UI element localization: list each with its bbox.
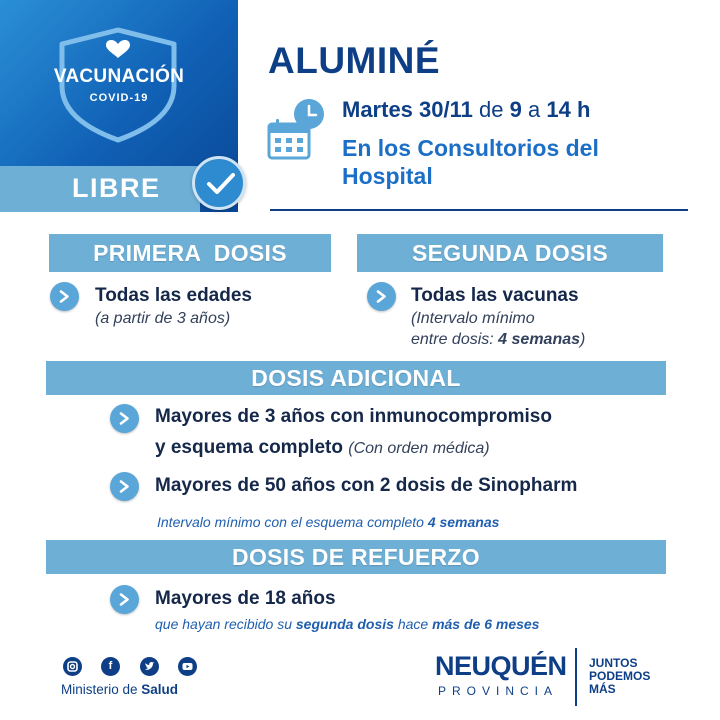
facebook-icon[interactable]: f	[101, 657, 120, 676]
refuerzo-note-a: que hayan recibido su	[155, 616, 292, 632]
segunda-dosis-heading: SEGUNDA DOSIS	[357, 234, 663, 272]
segunda-note-line2	[411, 331, 585, 349]
place-line-1: En los Consultorios del	[342, 135, 599, 161]
header-divider	[270, 209, 688, 211]
adicional-interval-text: Intervalo mínimo con el esquema completo	[157, 514, 424, 530]
calendar-clock-icon	[266, 96, 328, 162]
arrow-bullet-icon	[110, 472, 139, 501]
campaign-title: VACUNACIÓN	[53, 66, 185, 87]
slogan-line-2: PODEMOS	[589, 669, 651, 683]
primera-item-title: Todas las edades	[95, 285, 252, 306]
refuerzo-note-b: segunda dosis	[295, 616, 394, 632]
campaign-subtitle: COVID-19	[89, 92, 149, 104]
refuerzo-item-title: Mayores de 18 años	[155, 588, 336, 609]
schedule-date	[342, 97, 590, 123]
adicional-item1-note: (Con orden médica)	[348, 440, 490, 457]
adicional-item1-line1: Mayores de 3 años con inmunocompromiso	[155, 406, 552, 427]
instagram-icon[interactable]	[63, 657, 82, 676]
dosis-refuerzo-heading: DOSIS DE REFUERZO	[46, 540, 666, 574]
dosis-adicional-heading: DOSIS ADICIONAL	[46, 361, 666, 395]
ministry-prefix: Ministerio de	[61, 682, 138, 697]
provincia-label: PROVINCIA	[438, 684, 559, 698]
segunda-note-bold: 4 semanas	[498, 331, 581, 348]
place-line-2: Hospital	[342, 163, 433, 189]
youtube-icon[interactable]	[178, 657, 197, 676]
ministry-label	[61, 682, 178, 697]
schedule-start: 9	[509, 97, 522, 122]
schedule-de: de	[479, 97, 504, 122]
primera-item-note: (a partir de 3 años)	[95, 310, 231, 327]
schedule-end: 14 h	[546, 97, 591, 122]
slogan-line-3: MÁS	[589, 682, 616, 696]
schedule-day: Martes 30/11	[342, 97, 473, 122]
arrow-bullet-icon	[367, 282, 396, 311]
adicional-interval-note	[157, 514, 499, 530]
arrow-bullet-icon	[110, 404, 139, 433]
arrow-bullet-icon	[50, 282, 79, 311]
schedule-a: a	[527, 97, 541, 122]
refuerzo-note-d: más de 6 meses	[432, 616, 540, 632]
check-icon	[192, 156, 246, 210]
slogan-line-1: JUNTOS	[589, 656, 638, 670]
refuerzo-note-c: hace	[397, 616, 429, 632]
segunda-note-prefix: entre dosis:	[411, 331, 494, 348]
ministry-bold: Salud	[141, 682, 179, 697]
segunda-note-suffix: )	[580, 331, 586, 348]
refuerzo-note	[155, 616, 539, 632]
adicional-item1-line2	[155, 437, 490, 459]
adicional-item1-line2-text: y esquema completo	[155, 437, 343, 458]
twitter-icon[interactable]	[140, 657, 159, 676]
primera-dosis-heading: PRIMERA DOSIS	[49, 234, 331, 272]
libre-label: LIBRE	[72, 173, 161, 203]
segunda-item-title: Todas las vacunas	[411, 285, 579, 306]
segunda-note-line1: (Intervalo mínimo	[411, 310, 535, 327]
neuquen-logo: NEUQUÉN	[435, 651, 567, 681]
adicional-item2: Mayores de 50 años con 2 dosis de Sinopharm	[155, 475, 578, 496]
schedule-place	[342, 134, 682, 190]
town-name: ALUMINÉ	[268, 40, 441, 81]
logo-divider	[575, 648, 577, 706]
arrow-bullet-icon	[110, 585, 139, 614]
adicional-interval-value: 4 semanas	[427, 514, 500, 530]
